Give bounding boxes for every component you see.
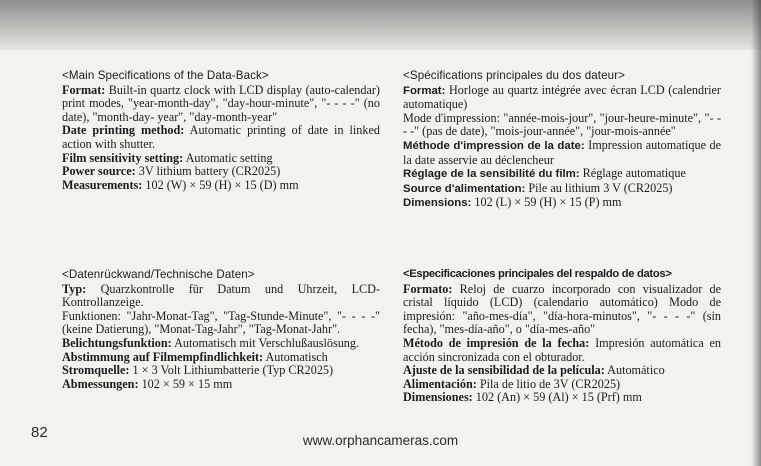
german-specifications	[62, 268, 380, 391]
german-power	[62, 364, 380, 378]
english-measurements	[62, 179, 380, 193]
spanish-dimensions	[403, 391, 721, 405]
method-text: Impresión automática en acción sincronizada con el obturador.	[403, 335, 721, 364]
film-label: Ajuste de la sensibilidad de la película:	[403, 363, 605, 378]
exposure-text: Automatisch mit Verschlußauslösung.	[174, 335, 360, 350]
dimensions-label: Abmessungen:	[62, 376, 139, 391]
spanish-heading: <Especificaciones principales del respaldo de datos>	[403, 268, 672, 280]
format-label: Format:	[62, 82, 106, 97]
format-label: Format:	[403, 84, 446, 97]
format-label: Formato:	[403, 281, 453, 296]
footer-url: www.orphancameras.com	[302, 433, 459, 448]
format-text: Built-in quartz clock with LCD display (auto-calendar) print modes, "year-month-day", "day-hour-minute", "- - - -" (no date), "month-day- year", "day-month-year"	[62, 82, 380, 124]
type-label: Typ:	[62, 281, 87, 296]
film-label: Réglage de la sensibilité du film:	[403, 168, 580, 181]
film-text: Automatic setting	[185, 150, 273, 165]
dimensions-text: 102 (L) × 59 (H) × 15 (P) mm	[474, 195, 622, 210]
french-film	[403, 167, 721, 182]
measurements-label: Measurements:	[62, 177, 143, 192]
dimensions-label: Dimensions:	[403, 197, 472, 210]
film-text: Automático	[607, 363, 665, 378]
spanish-film	[403, 364, 721, 378]
german-functions: Funktionen: "Jahr-Monat-Tag", "Tag-Stunde-Minute", "- - - -" (keine Datierung), "Monat-Tag-Jahr", "Tag-Monat-Jahr".	[62, 308, 380, 337]
page-edge-shadow	[751, 0, 761, 466]
method-text: Impression automatique de la date asservie au déclencheur	[403, 137, 721, 167]
spanish-format	[403, 283, 721, 337]
english-specifications	[62, 69, 380, 192]
german-type	[62, 283, 380, 310]
dimensions-label: Dimensiones:	[403, 390, 473, 405]
english-format	[62, 84, 380, 125]
power-text: 1 × 3 Volt Lithiumbatterie (Typ CR2025)	[132, 363, 334, 378]
german-exposure	[62, 337, 380, 351]
english-power	[62, 165, 380, 179]
measurements-text: 102 (W) × 59 (H) × 15 (D) mm	[145, 177, 299, 192]
exposure-label: Belichtungsfunktion:	[62, 335, 172, 350]
power-text: Pile au lithium 3 V (CR2025)	[528, 180, 673, 195]
method-label: Méthode d'impression de la date:	[403, 139, 585, 152]
type-text: Quarzkontrolle für Datum und Uhrzeit, LCD-Kontrollanzeige.	[62, 281, 381, 310]
english-heading: <Main Specifications of the Data-Back>	[62, 69, 269, 82]
english-film	[62, 152, 380, 166]
dimensions-text: 102 (An) × 59 (Al) × 15 (Prf) mm	[475, 390, 642, 405]
power-label: Alimentación:	[403, 376, 477, 391]
film-text: Réglage automatique	[582, 166, 686, 181]
power-text: 3V lithium battery (CR2025)	[138, 164, 281, 179]
french-dimensions	[403, 196, 721, 211]
french-format	[403, 84, 721, 112]
printing-label: Date printing method:	[62, 123, 185, 138]
spanish-specifications	[403, 268, 721, 405]
spanish-method	[403, 337, 721, 364]
power-label: Source d'alimentation:	[403, 182, 526, 195]
french-mode: Mode d'impression: "année-mois-jour", "jour-heure-minute", "- - - -" (pas de date), "mois-jour-année", "jour-mois-année"	[403, 110, 721, 139]
french-specifications	[403, 69, 721, 211]
german-film	[62, 351, 380, 365]
film-label: Abstimmung auf Filmempfindlichkeit:	[62, 349, 264, 364]
printing-text: Automatic printing of date in linked action with shutter.	[62, 123, 380, 151]
french-heading: <Spécifications principales du dos dateur>	[403, 69, 626, 82]
film-text: Automatisch	[265, 349, 328, 364]
film-label: Film sensitivity setting:	[62, 150, 184, 165]
power-label: Stromquelle:	[62, 363, 130, 378]
power-text: Pila de litio de 3V (CR2025)	[479, 376, 621, 391]
method-label: Método de impresión de la fecha:	[403, 335, 590, 350]
top-scan-band	[0, 0, 761, 50]
german-heading: <Datenrückwand/Technische Daten>	[62, 268, 255, 281]
dimensions-text: 102 × 59 × 15 mm	[141, 376, 233, 391]
power-label: Power source:	[62, 164, 136, 179]
french-power	[403, 182, 721, 197]
german-dimensions	[62, 378, 380, 392]
english-printing	[62, 124, 380, 151]
page-number: 82	[31, 424, 48, 441]
format-text: Reloj de cuarzo incorporado con visualizador de cristal líquido (LCD) (calendario automático) Modo de impresión: "año-mes-día", "día-hora-minutos", "- - - -" (sin fecha), "mes-día-año", o "día-mes-año"	[403, 281, 722, 337]
spanish-power	[403, 378, 721, 392]
french-method	[403, 139, 721, 167]
format-text: Horloge au quartz intégrée avec écran LCD (calendrier automatique)	[403, 82, 721, 112]
